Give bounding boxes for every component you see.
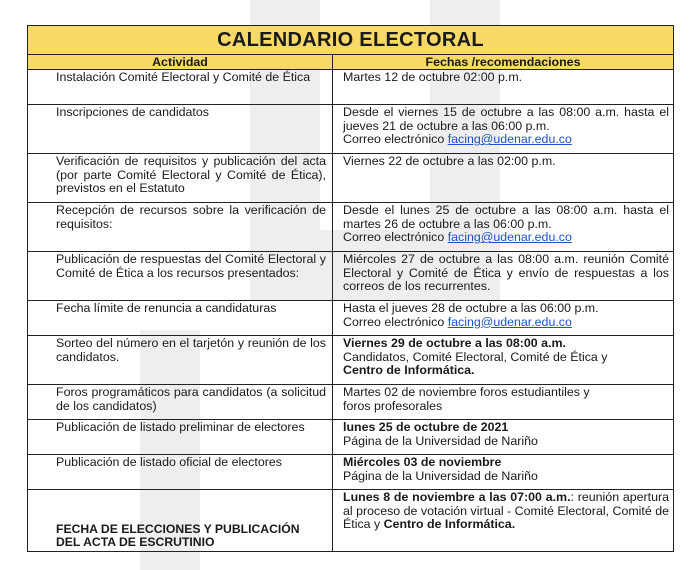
activity-cell: Recepción de recursos sobre la verificación de requisitos: bbox=[28, 203, 333, 252]
email-link[interactable]: facing@udenar.edu.co bbox=[447, 132, 572, 147]
email-link[interactable]: facing@udenar.edu.co bbox=[447, 314, 572, 329]
date-cell bbox=[333, 490, 674, 552]
activity-cell: Verificación de requisitos y publicación del acta (por parte Comité Electoral y Comité de Ética), previstos en el Estatuto bbox=[28, 154, 333, 203]
email-link[interactable]: facing@udenar.edu.co bbox=[447, 230, 572, 245]
date-bold: lunes 25 de octubre de 2021 bbox=[343, 420, 509, 434]
date-cell bbox=[333, 420, 674, 455]
calendar-table bbox=[27, 25, 674, 552]
email-label: Correo electrónico bbox=[343, 132, 448, 147]
activity-cell: FECHA DE ELECCIONES Y PUBLICACIÓN DEL ACTA DE ESCRUTINIO bbox=[28, 490, 333, 552]
date-cell bbox=[333, 301, 674, 336]
activity-cell: Sorteo del número en el tarjetón y reunión de los candidatos. bbox=[28, 336, 333, 385]
date-cell bbox=[333, 203, 674, 252]
column-header-dates: Fechas /recomendaciones bbox=[333, 55, 674, 70]
activity-cell: Foros programáticos para candidatos (a solicitud de los candidatos) bbox=[28, 385, 333, 420]
date-text: Página de la Universidad de Nariño bbox=[343, 433, 538, 448]
table-row bbox=[28, 490, 674, 552]
date-text: Martes 02 de noviembre foros estudiantiles y bbox=[343, 385, 590, 399]
date-cell bbox=[333, 252, 674, 301]
date-text: Hasta el jueves 28 de octubre a las 06:00 p.m. bbox=[343, 301, 599, 315]
date-cell bbox=[333, 385, 674, 420]
date-text: Viernes 22 de octubre a las 02:00 p.m. bbox=[343, 154, 556, 168]
date-text: Desde el viernes 15 de octubre a las 08:00 a.m. hasta el jueves 21 de octubre a las 06:00 p.m. bbox=[343, 105, 669, 133]
date-bold-end: Centro de Informática. bbox=[343, 363, 475, 378]
date-text: Página de la Universidad de Nariño bbox=[343, 468, 538, 483]
date-bold: Viernes 29 de octubre a las 08:00 a.m. bbox=[343, 336, 566, 350]
table-row bbox=[28, 420, 674, 455]
activity-cell: Instalación Comité Electoral y Comité de Ética bbox=[28, 70, 333, 105]
date-bold-end: Centro de Informática. bbox=[383, 517, 516, 532]
activity-cell: Inscripciones de candidatos bbox=[28, 105, 333, 154]
date-cell bbox=[333, 70, 674, 105]
date-cell bbox=[333, 105, 674, 154]
date-bold: Miércoles 03 de noviembre bbox=[343, 455, 502, 469]
date-text: : reunión apertura al proceso de votación virtual - Comité Electoral, Comité de Ética y bbox=[343, 490, 670, 532]
date-text: foros profesorales bbox=[343, 398, 443, 413]
column-header-activity: Actividad bbox=[28, 55, 333, 70]
date-text: Candidatos, Comité Electoral, Comité de Ética y bbox=[343, 349, 608, 364]
table-row bbox=[28, 336, 674, 385]
date-text: Desde el lunes 25 de octubre a las 08:00 a.m. hasta el martes 26 de octubre a las 06:00 p.m. bbox=[343, 203, 669, 231]
email-label: Correo electrónico bbox=[343, 314, 448, 329]
date-cell bbox=[333, 455, 674, 490]
table-row bbox=[28, 154, 674, 203]
electoral-calendar bbox=[27, 25, 673, 552]
table-row bbox=[28, 301, 674, 336]
table-row bbox=[28, 252, 674, 301]
date-text: Martes 12 de octubre 02:00 p.m. bbox=[343, 70, 523, 84]
table-row bbox=[28, 203, 674, 252]
activity-cell: Publicación de listado oficial de electores bbox=[28, 455, 333, 490]
table-row bbox=[28, 105, 674, 154]
date-text: Miércoles 27 de octubre a las 08:00 a.m. reunión Comité Electoral y Comité de Ética y envío de respuestas a los correos de los recurrentes. bbox=[343, 252, 669, 294]
activity-cell: Publicación de respuestas del Comité Electoral y Comité de Ética a los recursos presentados: bbox=[28, 252, 333, 301]
table-row bbox=[28, 385, 674, 420]
activity-cell: Fecha límite de renuncia a candidaturas bbox=[28, 301, 333, 336]
date-bold: Lunes 8 de noviembre a las 07:00 a.m. bbox=[343, 490, 571, 504]
activity-cell: Publicación de listado preliminar de electores bbox=[28, 420, 333, 455]
date-cell bbox=[333, 336, 674, 385]
email-label: Correo electrónico bbox=[343, 230, 448, 245]
page-title: CALENDARIO ELECTORAL bbox=[28, 26, 674, 55]
date-cell bbox=[333, 154, 674, 203]
table-row bbox=[28, 70, 674, 105]
table-row bbox=[28, 455, 674, 490]
